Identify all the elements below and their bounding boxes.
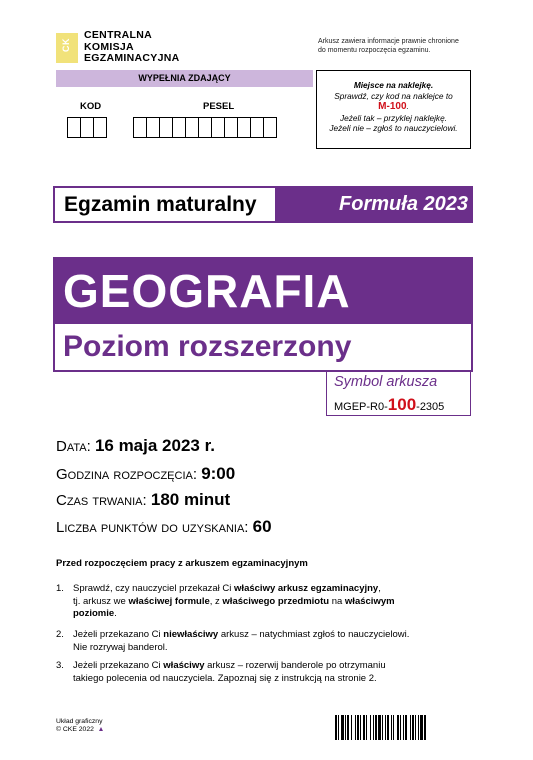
kod-label: KOD bbox=[80, 101, 102, 112]
instruction-item: 1. Sprawdź, czy nauczyciel przekazał Ci właściwy arkusz egzaminacyjny, tj. arkusz we właściwej formule, z właściwego przedmiotu na właściwym poziomie. bbox=[56, 583, 395, 619]
exam-name: Egzamin maturalny bbox=[55, 188, 275, 221]
sticker-code: M-100 bbox=[378, 101, 407, 112]
instructions-heading: Przed rozpoczęciem pracy z arkuszem egzaminacyjnym bbox=[56, 558, 308, 569]
barcode bbox=[335, 715, 475, 740]
triangle-icon: ▲ bbox=[97, 726, 105, 733]
instruction-item: 3. Jeżeli przekazano Ci właściwy arkusz – rozerwij banderole po otrzymaniu takiego polecenia od nauczyciela. Zapoznaj się z instrukcją na stronie 2. bbox=[56, 660, 386, 684]
pesel-input[interactable] bbox=[133, 117, 276, 138]
kod-input[interactable] bbox=[67, 117, 106, 138]
max-points: Liczba punktów do uzyskania: 60 bbox=[56, 517, 272, 536]
subject-title: GEOGRAFIA bbox=[63, 265, 351, 317]
exam-formula: Formuła 2023 bbox=[339, 193, 468, 215]
cke-logo-mark: CK bbox=[56, 33, 78, 63]
start-time: Godzina rozpoczęcia: 9:00 bbox=[56, 464, 236, 483]
symbol-code: MGEP-R0-100-2305 bbox=[334, 395, 445, 414]
pesel-label: PESEL bbox=[203, 101, 235, 112]
duration: Czas trwania: 180 minut bbox=[56, 490, 231, 509]
instruction-item: 2. Jeżeli przekazano Ci niewłaściwy arkusz – natychmiast zgłoś to nauczycielowi. Nie rozrywaj banderol. bbox=[56, 629, 410, 653]
cke-logo-text: CENTRALNA KOMISJA EGZAMINACYJNA bbox=[84, 29, 180, 64]
fill-by-student-header: WYPEŁNIA ZDAJĄCY bbox=[56, 70, 313, 87]
footer-credit: Układ graficzny © CKE 2022 ▲ bbox=[56, 718, 105, 733]
sticker-area: Miejsce na naklejkę. Sprawdź, czy kod na naklejce to M-100. Jeżeli tak – przyklej naklejkę. Jeżeli nie – zgłoś to nauczycielowi. bbox=[316, 70, 471, 149]
exam-date: Data: 16 maja 2023 r. bbox=[56, 436, 215, 455]
symbol-label: Symbol arkusza bbox=[334, 374, 438, 390]
subject-level: Poziom rozszerzony bbox=[55, 324, 471, 370]
legal-notice: Arkusz zawiera informacje prawnie chronione do momentu rozpoczęcia egzaminu. bbox=[318, 38, 459, 54]
